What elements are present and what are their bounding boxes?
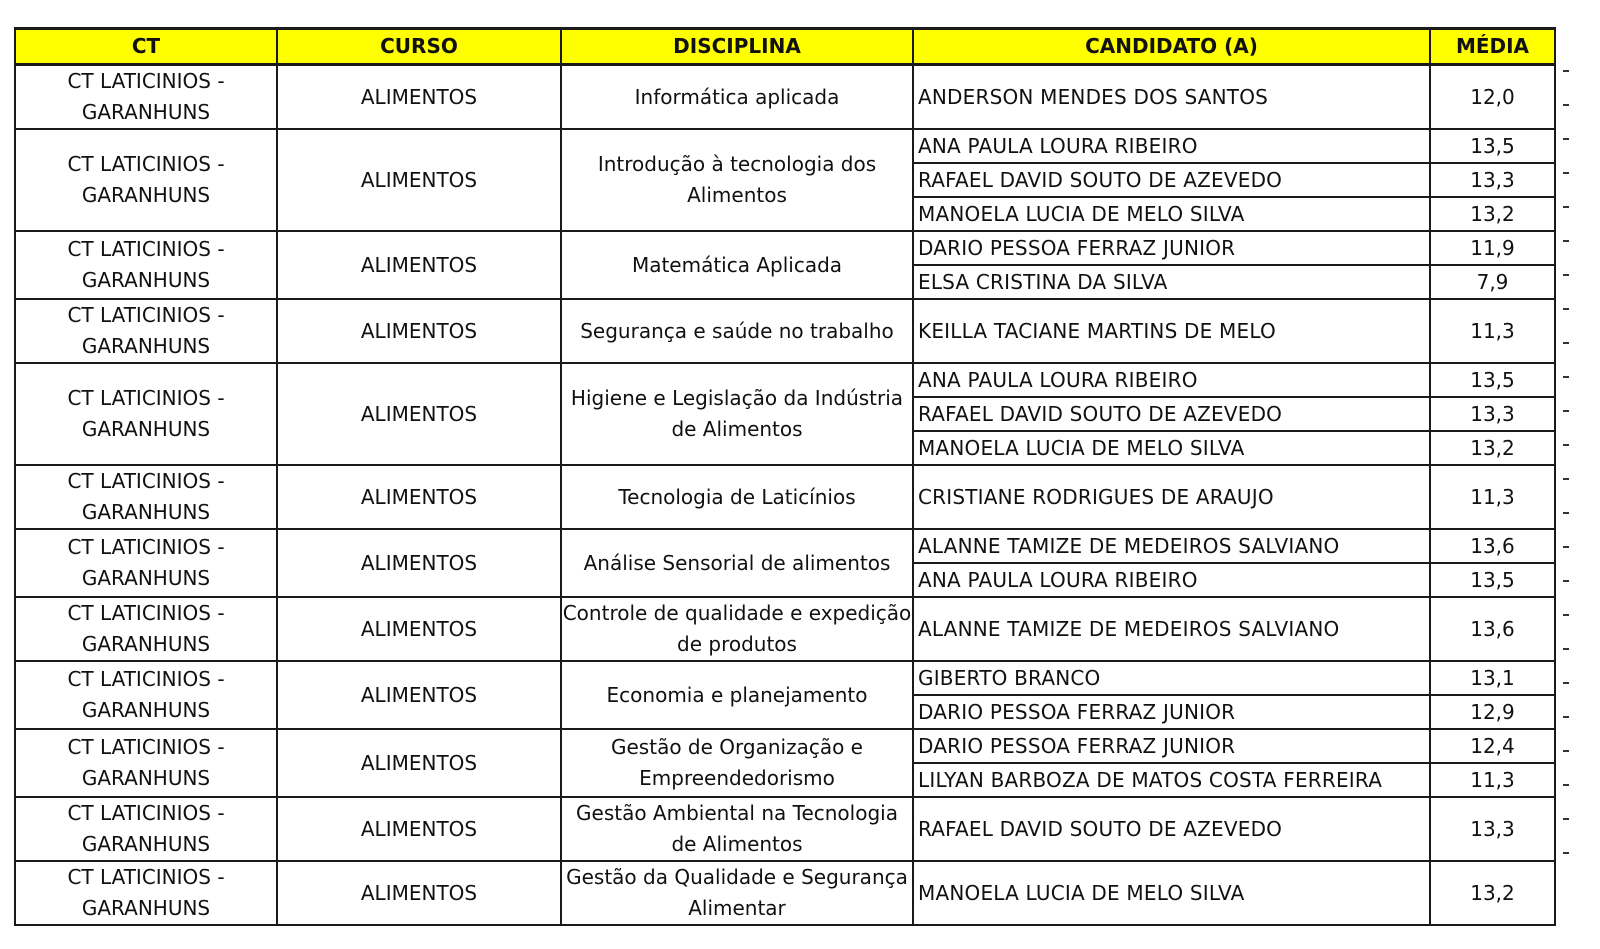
cell-ct: CT LATICINIOS - GARANHUNS — [15, 231, 277, 299]
cell-disciplina: Economia e planejamento — [561, 661, 913, 729]
edge-tick — [1563, 682, 1569, 684]
cell-media: 13,5 — [1430, 363, 1555, 397]
edge-tick — [1563, 478, 1569, 480]
cell-disciplina: Gestão Ambiental na Tecnologia de Alimentos — [561, 797, 913, 861]
cell-ct: CT LATICINIOS - GARANHUNS — [15, 529, 277, 597]
edge-tick — [1563, 70, 1569, 72]
cell-candidato: ALANNE TAMIZE DE MEDEIROS SALVIANO — [913, 597, 1430, 661]
cell-candidato: ANDERSON MENDES DOS SANTOS — [913, 65, 1430, 130]
cell-curso: ALIMENTOS — [277, 465, 561, 529]
cell-ct: CT LATICINIOS - GARANHUNS — [15, 597, 277, 661]
header-curso: CURSO — [277, 29, 561, 65]
edge-tick — [1563, 138, 1569, 140]
cell-media: 13,1 — [1430, 661, 1555, 695]
cell-ct: CT LATICINIOS - GARANHUNS — [15, 465, 277, 529]
table-row — [15, 299, 1555, 363]
cell-candidato: MANOELA LUCIA DE MELO SILVA — [913, 861, 1430, 925]
cell-candidato: ELSA CRISTINA DA SILVA — [913, 265, 1430, 299]
cell-media: 11,3 — [1430, 763, 1555, 797]
edge-tick — [1563, 444, 1569, 446]
cell-candidato: DARIO PESSOA FERRAZ JUNIOR — [913, 695, 1430, 729]
cell-ct: CT LATICINIOS - GARANHUNS — [15, 299, 277, 363]
cell-disciplina: Segurança e saúde no trabalho — [561, 299, 913, 363]
table-row — [15, 65, 1555, 130]
cell-curso: ALIMENTOS — [277, 231, 561, 299]
cell-media: 12,0 — [1430, 65, 1555, 130]
cell-media: 13,2 — [1430, 861, 1555, 925]
results-table — [14, 27, 1556, 926]
table-row — [15, 231, 1555, 265]
edge-tick — [1563, 750, 1569, 752]
cell-ct: CT LATICINIOS - GARANHUNS — [15, 797, 277, 861]
edge-tick — [1563, 104, 1569, 106]
cell-curso: ALIMENTOS — [277, 65, 561, 130]
cell-disciplina: Controle de qualidade e expedição de produtos — [561, 597, 913, 661]
edge-tick — [1563, 410, 1569, 412]
cell-media: 13,5 — [1430, 129, 1555, 163]
edge-tick — [1563, 852, 1569, 854]
header-candidato: CANDIDATO (A) — [913, 29, 1430, 65]
edge-tick — [1563, 648, 1569, 650]
cell-media: 11,9 — [1430, 231, 1555, 265]
page-edge-marks — [1563, 60, 1569, 890]
cell-candidato: GIBERTO BRANCO — [913, 661, 1430, 695]
cell-media: 7,9 — [1430, 265, 1555, 299]
edge-tick — [1563, 172, 1569, 174]
cell-candidato: ANA PAULA LOURA RIBEIRO — [913, 129, 1430, 163]
cell-media: 13,6 — [1430, 529, 1555, 563]
cell-candidato: ANA PAULA LOURA RIBEIRO — [913, 363, 1430, 397]
cell-media: 11,3 — [1430, 465, 1555, 529]
cell-curso: ALIMENTOS — [277, 661, 561, 729]
cell-candidato: RAFAEL DAVID SOUTO DE AZEVEDO — [913, 397, 1430, 431]
cell-media: 13,3 — [1430, 163, 1555, 197]
cell-media: 12,9 — [1430, 695, 1555, 729]
cell-disciplina: Análise Sensorial de alimentos — [561, 529, 913, 597]
cell-media: 11,3 — [1430, 299, 1555, 363]
cell-disciplina: Gestão da Qualidade e Segurança Alimentar — [561, 861, 913, 925]
cell-disciplina: Matemática Aplicada — [561, 231, 913, 299]
table-row — [15, 661, 1555, 695]
cell-curso: ALIMENTOS — [277, 529, 561, 597]
cell-media: 13,3 — [1430, 397, 1555, 431]
cell-media: 13,3 — [1430, 797, 1555, 861]
cell-candidato: RAFAEL DAVID SOUTO DE AZEVEDO — [913, 797, 1430, 861]
edge-tick — [1563, 512, 1569, 514]
cell-ct: CT LATICINIOS - GARANHUNS — [15, 129, 277, 231]
edge-tick — [1563, 716, 1569, 718]
cell-candidato: DARIO PESSOA FERRAZ JUNIOR — [913, 231, 1430, 265]
cell-curso: ALIMENTOS — [277, 797, 561, 861]
header-row — [15, 29, 1555, 65]
table-row — [15, 729, 1555, 763]
table-row — [15, 597, 1555, 661]
cell-curso: ALIMENTOS — [277, 129, 561, 231]
edge-tick — [1563, 308, 1569, 310]
cell-media: 12,4 — [1430, 729, 1555, 763]
cell-candidato: RAFAEL DAVID SOUTO DE AZEVEDO — [913, 163, 1430, 197]
header-disciplina: DISCIPLINA — [561, 29, 913, 65]
table-row — [15, 129, 1555, 163]
table-row — [15, 529, 1555, 563]
cell-media: 13,2 — [1430, 197, 1555, 231]
edge-tick — [1563, 206, 1569, 208]
cell-media: 13,5 — [1430, 563, 1555, 597]
cell-ct: CT LATICINIOS - GARANHUNS — [15, 363, 277, 465]
cell-candidato: DARIO PESSOA FERRAZ JUNIOR — [913, 729, 1430, 763]
edge-tick — [1563, 614, 1569, 616]
table-row — [15, 465, 1555, 529]
cell-curso: ALIMENTOS — [277, 299, 561, 363]
cell-curso: ALIMENTOS — [277, 597, 561, 661]
table-body — [15, 65, 1555, 926]
table-row — [15, 861, 1555, 925]
cell-curso: ALIMENTOS — [277, 729, 561, 797]
header-media: MÉDIA — [1430, 29, 1555, 65]
cell-media: 13,6 — [1430, 597, 1555, 661]
cell-candidato: CRISTIANE RODRIGUES DE ARAUJO — [913, 465, 1430, 529]
cell-media: 13,2 — [1430, 431, 1555, 465]
edge-tick — [1563, 818, 1569, 820]
cell-candidato: ALANNE TAMIZE DE MEDEIROS SALVIANO — [913, 529, 1430, 563]
cell-candidato: ANA PAULA LOURA RIBEIRO — [913, 563, 1430, 597]
cell-disciplina: Gestão de Organização e Empreendedorismo — [561, 729, 913, 797]
cell-candidato: LILYAN BARBOZA DE MATOS COSTA FERREIRA — [913, 763, 1430, 797]
edge-tick — [1563, 342, 1569, 344]
edge-tick — [1563, 546, 1569, 548]
edge-tick — [1563, 580, 1569, 582]
edge-tick — [1563, 240, 1569, 242]
cell-ct: CT LATICINIOS - GARANHUNS — [15, 661, 277, 729]
cell-disciplina: Higiene e Legislação da Indústria de Alimentos — [561, 363, 913, 465]
cell-candidato: KEILLA TACIANE MARTINS DE MELO — [913, 299, 1430, 363]
cell-disciplina: Introdução à tecnologia dos Alimentos — [561, 129, 913, 231]
cell-curso: ALIMENTOS — [277, 363, 561, 465]
edge-tick — [1563, 784, 1569, 786]
cell-candidato: MANOELA LUCIA DE MELO SILVA — [913, 431, 1430, 465]
cell-ct: CT LATICINIOS - GARANHUNS — [15, 729, 277, 797]
table-row — [15, 363, 1555, 397]
edge-tick — [1563, 376, 1569, 378]
cell-curso: ALIMENTOS — [277, 861, 561, 925]
cell-disciplina: Informática aplicada — [561, 65, 913, 130]
table-row — [15, 797, 1555, 861]
cell-ct: CT LATICINIOS - GARANHUNS — [15, 65, 277, 130]
header-ct: CT — [15, 29, 277, 65]
edge-tick — [1563, 274, 1569, 276]
cell-disciplina: Tecnologia de Laticínios — [561, 465, 913, 529]
cell-ct: CT LATICINIOS - GARANHUNS — [15, 861, 277, 925]
cell-candidato: MANOELA LUCIA DE MELO SILVA — [913, 197, 1430, 231]
